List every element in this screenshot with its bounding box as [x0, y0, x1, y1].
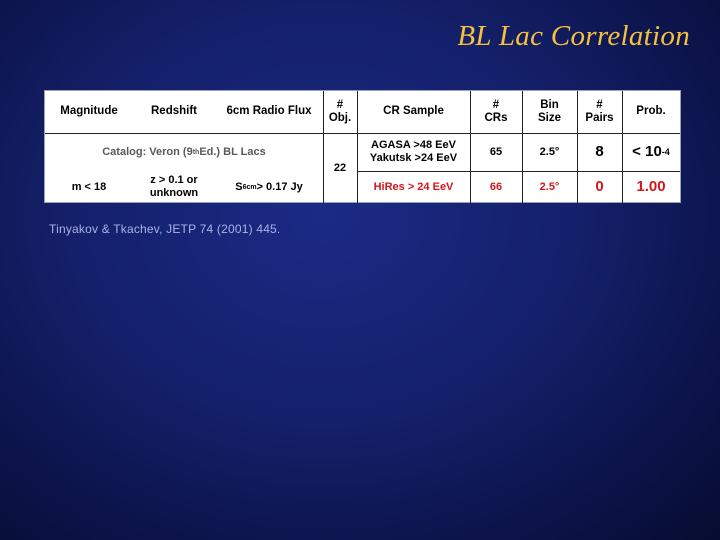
row2-num-pairs: 0 [595, 178, 604, 196]
row1-cr-sample [357, 133, 470, 171]
header-num-crs [470, 91, 522, 133]
header-num-objects-line2: Obj. [328, 112, 352, 124]
row-divider [357, 171, 680, 172]
catalog-suffix: Ed.) BL Lacs [199, 145, 266, 158]
column-divider [470, 91, 471, 203]
criteria-flux-subscript: 6cm [242, 183, 257, 191]
column-divider [522, 91, 523, 203]
header-bin-size-line2: Size [537, 112, 561, 124]
header-num-objects-line1: # [336, 98, 344, 111]
header-prob: Prob. [636, 105, 666, 118]
citation-text: Tinyakov & Tkachev, JETP 74 (2001) 445. [49, 222, 281, 236]
row2-cr-sample: HiRes > 24 EeV [373, 180, 454, 193]
header-num-pairs-line2: Pairs [585, 112, 614, 124]
header-bin-size [522, 91, 577, 133]
num-objects-value: 22 [333, 161, 347, 174]
row1-num-crs: 65 [489, 145, 503, 158]
column-divider [323, 91, 324, 203]
row1-prob [622, 133, 680, 171]
criteria-redshift [133, 171, 215, 203]
row1-cr-sample-line1: AGASA >48 EeV [371, 139, 456, 152]
row1-num-pairs: 8 [595, 143, 604, 161]
column-divider [622, 91, 623, 203]
slide-title: BL Lac Correlation [457, 20, 690, 52]
row1-cr-sample-line2: Yakutsk >24 EeV [369, 152, 458, 164]
header-divider [45, 133, 680, 134]
catalog-label [45, 133, 323, 171]
row1-prob-exponent: -4 [661, 146, 670, 157]
results-table [44, 90, 681, 203]
column-divider [357, 91, 358, 203]
row2-bin-size: 2.5° [539, 180, 560, 193]
header-cr-sample: CR Sample [383, 105, 444, 118]
header-num-crs-line2: CRs [484, 112, 508, 124]
catalog-superscript: th [192, 148, 200, 156]
header-bin-size-line1: Bin [540, 98, 559, 111]
row1-prob-prefix: < 10 [632, 143, 662, 161]
criteria-flux-suffix: > 0.17 Jy [256, 180, 303, 193]
header-num-pairs [577, 91, 622, 133]
header-num-pairs-line1: # [596, 98, 603, 111]
criteria-redshift-line2: unknown [149, 187, 199, 199]
header-num-crs-line1: # [492, 98, 500, 111]
row1-bin-size: 2.5° [539, 145, 560, 158]
column-divider [577, 91, 578, 203]
header-redshift: Redshift [151, 105, 197, 118]
header-magnitude: Magnitude [60, 105, 118, 118]
criteria-radio-flux [215, 171, 323, 203]
header-num-objects [323, 91, 357, 133]
header-radio-flux: 6cm Radio Flux [226, 105, 312, 118]
criteria-magnitude: m < 18 [71, 180, 107, 193]
criteria-flux-prefix: S [235, 180, 243, 193]
row2-prob: 1.00 [636, 178, 666, 196]
criteria-redshift-line1: z > 0.1 or [150, 174, 198, 187]
catalog-prefix: Catalog: Veron (9 [102, 145, 193, 158]
row2-num-crs: 66 [489, 180, 503, 193]
